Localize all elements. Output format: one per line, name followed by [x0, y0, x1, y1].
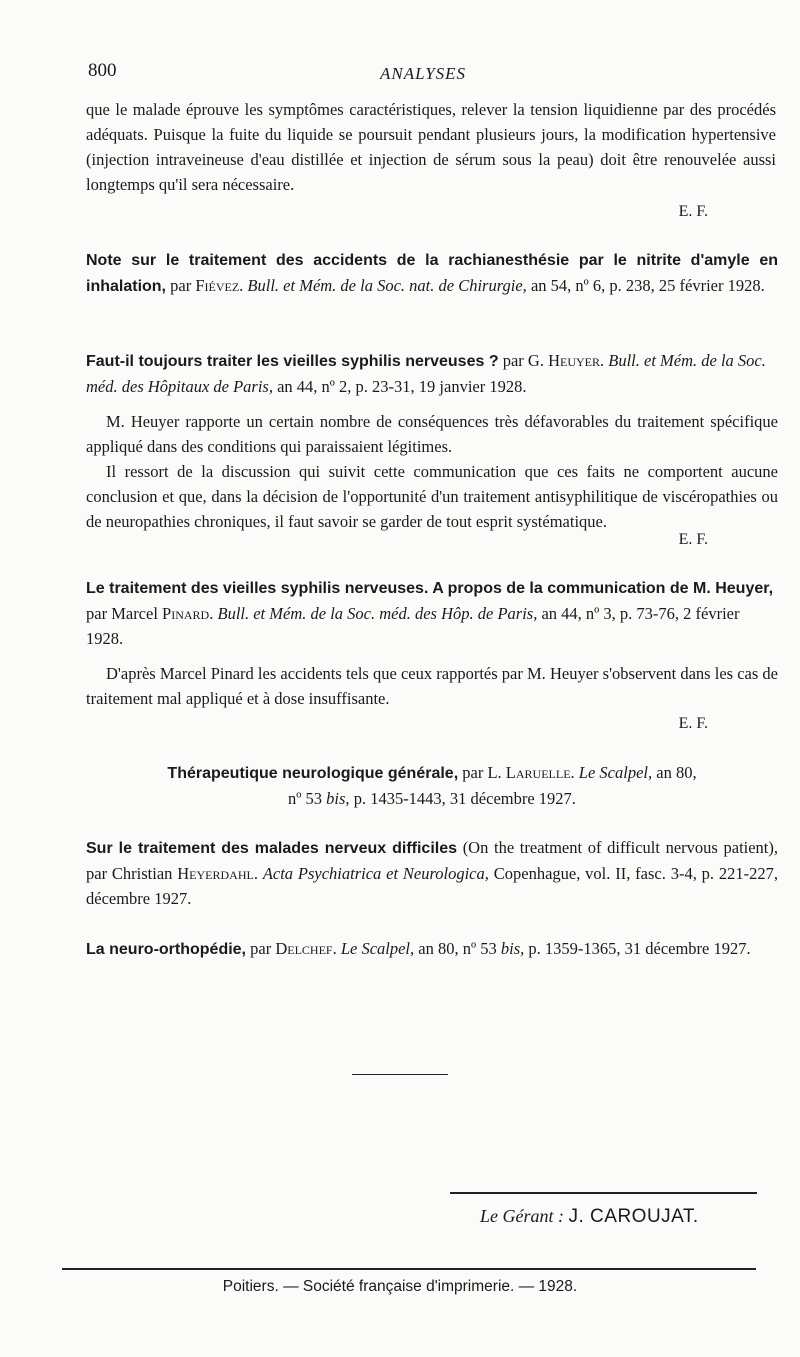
- entry-heading-line-2: [86, 786, 778, 811]
- entry-author: Pinard.: [162, 604, 214, 623]
- entry-author: Laruelle.: [505, 763, 575, 782]
- entry-title: Note sur le traitement des accidents de la rachianesthésie par le nitrite d'amyle en inhalation,: [86, 252, 778, 295]
- entry-pinard: [86, 575, 778, 711]
- page-number: 800: [88, 60, 117, 81]
- entry-heading-line-1: [86, 760, 778, 786]
- entry-paragraph: M. Heuyer rapporte un certain nombre de conséquences très défavorables du traitement spécifique appliqué dans des conditions qui paraissaient légitimes.: [86, 412, 778, 456]
- entry-author: Delchef.: [275, 939, 337, 958]
- entry-title: Sur le traitement des malades nerveux difficiles: [86, 840, 458, 857]
- entry-title: Le traitement des vieilles syphilis nerveuses. A propos de la communication de M. Heuyer,: [86, 580, 774, 597]
- entry-author: Heyerdahl.: [177, 864, 258, 883]
- entry-ref: nº 53: [288, 789, 323, 808]
- gerant-rule: [450, 1192, 757, 1194]
- footer-rule: [62, 1268, 756, 1270]
- entry-paragraph: Il ressort de la discussion qui suivit cette communication que ces faits ne comportent aucune conclusion et que, dans la décision de l'opportunité d'un traitement antisyphilitique de viscéropathies ou de neuropathies chroniques, il faut savoir se garder de tout esprit systématique.: [86, 462, 778, 531]
- entry-signature: E. F.: [678, 715, 708, 732]
- entry-journal: Bull. et Mém. de la Soc. nat. de Chirurgie,: [247, 276, 527, 295]
- entry-laruelle: [86, 760, 778, 811]
- gerant-line: [480, 1206, 699, 1228]
- entry-journal: Acta Psychiatrica et Neurologica,: [262, 864, 489, 883]
- gerant-label: Le Gérant :: [480, 1206, 564, 1226]
- section-divider: [352, 1074, 448, 1075]
- entry-ref: an 44, nº 2, p. 23-31, 19 janvier 1928.: [277, 377, 527, 396]
- entry-subtitle: (On the treatment of difficult nervous patient),: [462, 838, 779, 857]
- entry-heading: [86, 575, 778, 651]
- entry-ref: an 80, nº 53: [418, 939, 497, 958]
- entry-rachianesthesie: [86, 247, 778, 299]
- entry-author: Fiévez.: [195, 276, 244, 295]
- imprint-line: Poitiers. — Société française d'imprimerie. — 1928.: [222, 1278, 578, 1295]
- entry-by: par L.: [462, 763, 502, 782]
- gerant-name: J. CAROUJAT.: [568, 1206, 699, 1227]
- entry-ref: p. 1435-1443, 31 décembre 1927.: [353, 789, 576, 808]
- entry-journal: Bull. et Mém. de la Soc. méd. des Hôp. de Paris,: [217, 604, 538, 623]
- entry-delchef: [86, 936, 778, 962]
- entry-ref: an 44, nº 3, p. 73-76, 2 février 1928.: [86, 604, 740, 648]
- entry-by: par: [250, 939, 272, 958]
- entry-title: Thérapeutique neurologique générale,: [167, 765, 459, 782]
- entry-by: par G.: [502, 351, 544, 370]
- entry-heading: [86, 247, 778, 299]
- entry-title: Faut-il toujours traiter les vieilles syphilis nerveuses ?: [86, 353, 499, 370]
- entry-journal: Bull. et Mém. de la Soc. méd. des Hôpitaux de Paris,: [86, 351, 766, 396]
- entry-ref-bis: bis,: [326, 789, 350, 808]
- entry-paragraph: D'après Marcel Pinard les accidents tels que ceux rapportés par M. Heuyer s'observent dans les cas de traitement mal appliqué et à dose insuffisante.: [86, 664, 778, 708]
- entry-heyerdahl: [86, 835, 778, 911]
- entry-author: Heuyer.: [548, 351, 605, 370]
- entry-by: par: [170, 276, 192, 295]
- entry-by: par Christian: [86, 864, 173, 883]
- entry-heading: [86, 348, 778, 399]
- entry-heading: [86, 835, 778, 911]
- intro-signature: E. F.: [678, 203, 708, 220]
- entry-ref-bis: bis,: [500, 939, 525, 958]
- entry-ref: an 54, nº 6, p. 238, 25 février 1928.: [530, 276, 765, 295]
- entry-by: par Marcel: [86, 604, 158, 623]
- entry-ref: an 80,: [656, 763, 697, 782]
- entry-ref: p. 1359-1365, 31 décembre 1927.: [528, 939, 751, 958]
- entry-signature: E. F.: [678, 531, 708, 548]
- entry-ref: Copenhague, vol. II, fasc. 3-4, p. 221-227, décembre 1927.: [86, 864, 779, 908]
- running-title: ANALYSES: [380, 64, 467, 83]
- entry-journal: Le Scalpel,: [340, 939, 415, 958]
- entry-heuyer: [86, 348, 778, 534]
- entry-journal: Le Scalpel,: [578, 763, 653, 782]
- entry-title: La neuro-orthopédie,: [86, 941, 246, 958]
- entry-heading: [86, 936, 778, 962]
- intro-paragraph: que le malade éprouve les symptômes caractéristiques, relever la tension liquidienne par des procédés adéquats. Puisque la fuite du liquide se poursuit pendant plusieurs jours, la modification hypertensive (injection intraveineuse d'eau distillée et injection de sérum sous la peau) doit être renouvelée aussi longtemps qu'il sera nécessaire.: [86, 100, 776, 194]
